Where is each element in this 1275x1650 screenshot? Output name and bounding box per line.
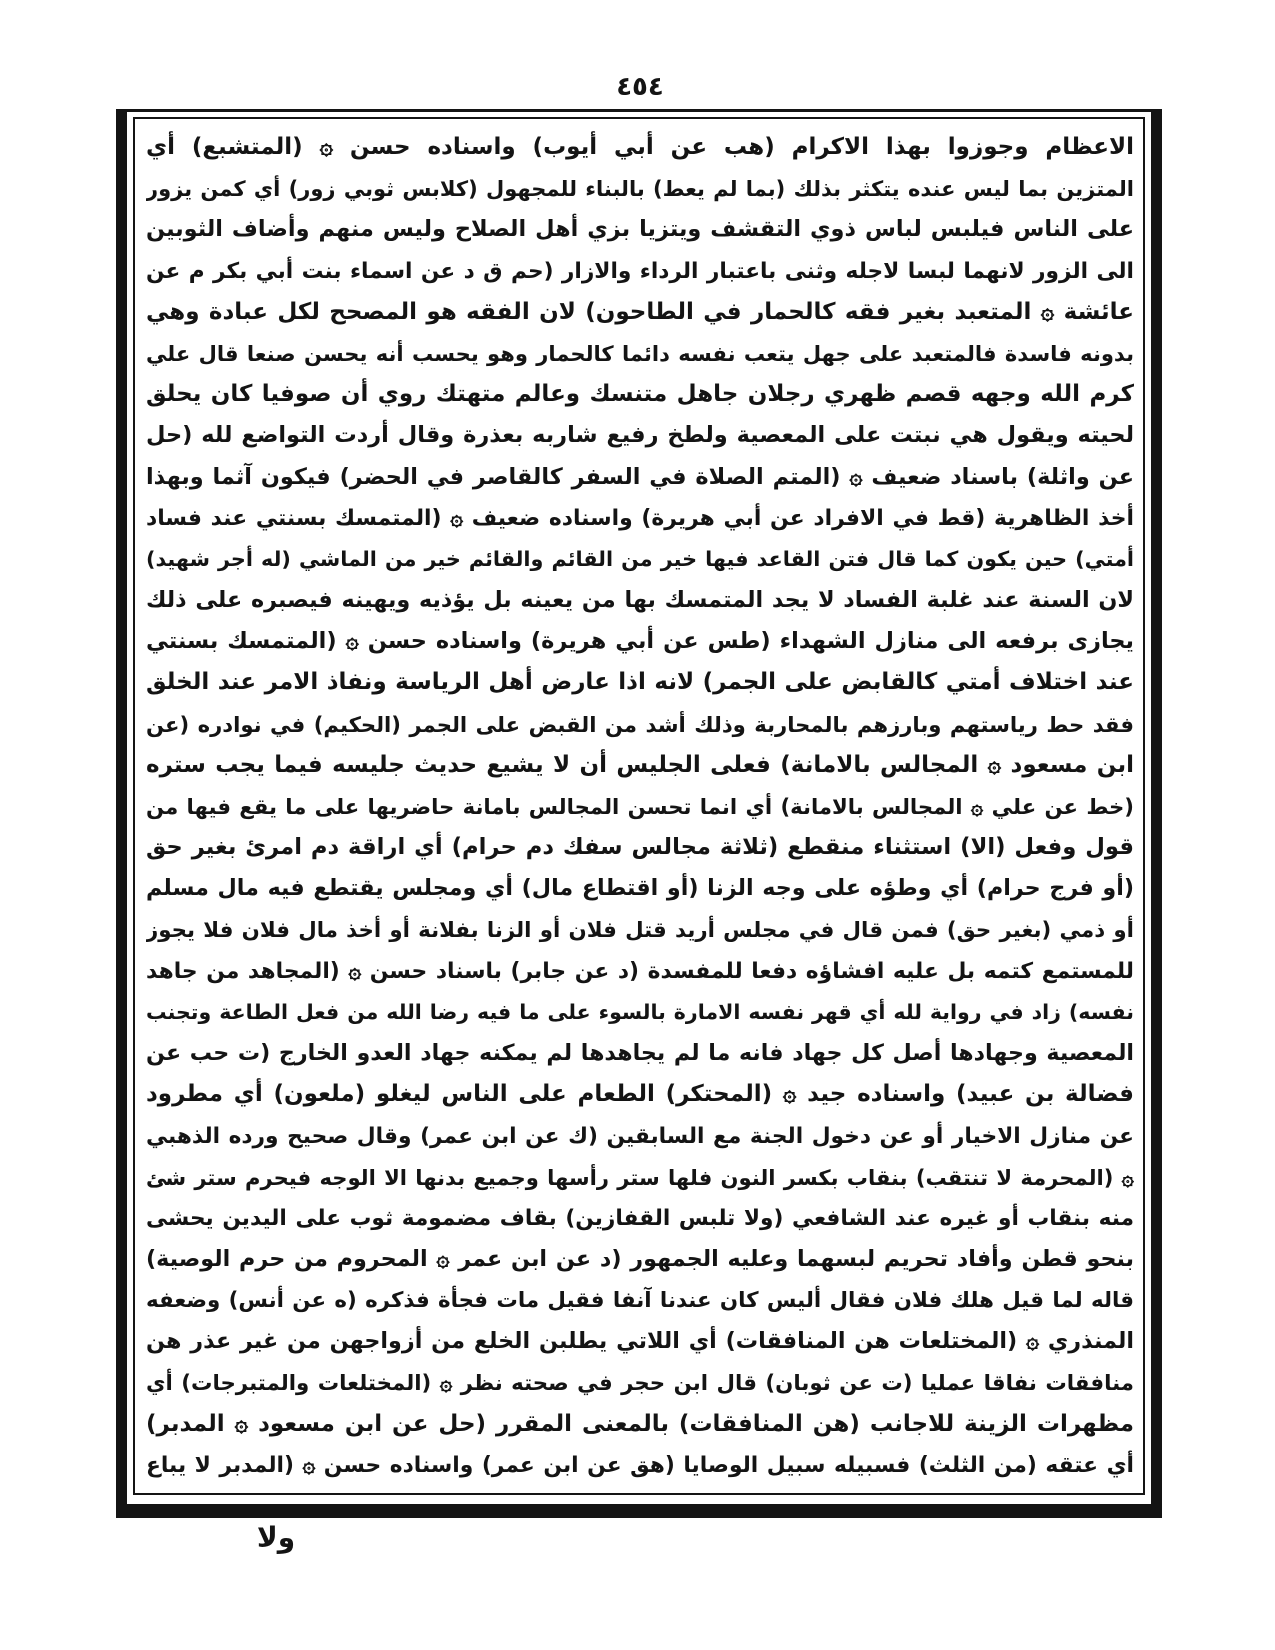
text-line: عند اختلاف أمتي كالقابض على الجمر) لانه اذا عارض أهل الرياسة ونفاذ الامر عند الخلق xyxy=(146,669,1134,696)
text-line: أو ذمي (بغير حق) فمن قال في مجلس أريد قتل فلان أو الزنا بفلانة أو أخذ مال فلان فلا يجوز xyxy=(146,917,1134,943)
page-number: ٤٥٤ xyxy=(616,72,664,102)
text-line: بنحو قطن وأفاد تحريم لبسهما وعليه الجمهور (د عن ابن عمر ۞ المحروم من حرم الوصية) xyxy=(146,1246,1134,1273)
text-line: المنذري ۞ (المختلعات هن المنافقات) أي اللاتي يطلبن الخلع من أزواجهن من غير عذر هن xyxy=(146,1328,1134,1355)
catchword: ولا xyxy=(256,1521,296,1554)
text-line: منه بنقاب أو غيره عند الشافعي (ولا تلبس القفازين) بقاف مضمومة ثوب على اليدين يحشى xyxy=(146,1205,1134,1231)
text-line: مظهرات الزينة للاجانب (هن المنافقات) بالمعنى المقرر (حل عن ابن مسعود ۞ المدبر) xyxy=(146,1410,1134,1437)
text-line: نفسه) زاد في رواية لله أي قهر نفسه الامارة بالسوء على ما فيه رضا الله من فعل الطاعة وتجنب xyxy=(146,999,1134,1024)
main-text xyxy=(146,127,1134,1487)
text-line: ابن مسعود ۞ المجالس بالامانة) فعلى الجليس أن لا يشيع حديث جليسه فيما يجب ستره xyxy=(146,751,1134,778)
text-line: منافقات نفاقا عمليا (ت عن ثوبان) قال ابن حجر في صحته نظر ۞ (المختلعات والمتبرجات) أي xyxy=(146,1370,1134,1396)
text-line: للمستمع كتمه بل عليه افشاؤه دفعا للمفسدة (د عن جابر) باسناد حسن ۞ (المجاهد من جاهد xyxy=(146,958,1134,984)
text-line: كرم الله وجهه قصم ظهري رجلان جاهل متنسك وعالم متهتك روي أن صوفيا كان يحلق xyxy=(146,381,1134,408)
text-line: المعصية وجهادها أصل كل جهاد فانه ما لم يجاهدها لم يمكنه جهاد العدو الخارج (ت حب عن xyxy=(146,1040,1134,1067)
text-line: ۞ (المحرمة لا تنتقب) بنقاب بكسر النون فلها ستر رأسها وجميع بدنها الا الوجه فيحرم ستر شئ xyxy=(146,1164,1134,1190)
text-line: على الناس فيلبس لباس ذوي التقشف ويتزيا بزي أهل الصلاح وليس منهم وأضاف الثوبين xyxy=(146,216,1134,243)
text-line: فضالة بن عبيد) واسناده جيد ۞ (المحتكر) الطعام على الناس ليغلو (ملعون) أي مطرود xyxy=(146,1081,1134,1108)
text-line: أمتي) حين يكون كما قال فتن القاعد فيها خير من القائم والقائم خير من الماشي (له أجر شهيد) xyxy=(146,546,1134,571)
text-line: عائشة ۞ المتعبد بغير فقه كالحمار في الطاحون) لان الفقه هو المصحح لكل عبادة وهي xyxy=(146,298,1134,325)
text-line: عن منازل الاخيار أو عن دخول الجنة مع السابقين (ك عن ابن عمر) وقال صحيح ورده الذهبي xyxy=(146,1123,1134,1149)
text-line: فقد حط رياستهم وبارزهم بالمحاربة وذلك أشد من القبض على الجمر (الحكيم) في نوادره (عن xyxy=(146,711,1134,737)
text-line: أخذ الظاهرية (قط في الافراد عن أبي هريرة) واسناده ضعيف ۞ (المتمسك بسنتي عند فساد xyxy=(146,505,1134,531)
text-line: الاعظام وجوزوا بهذا الاكرام (هب عن أبي أيوب) واسناده حسن ۞ (المتشبع) أي xyxy=(146,134,1134,160)
text-line: يجازى برفعه الى منازل الشهداء (طس عن أبي هريرة) واسناده حسن ۞ (المتمسك بسنتي xyxy=(146,628,1134,655)
text-line: الى الزور لانهما لبسا لاجله وثنى باعتبار الرداء والازار (حم ق د عن اسماء بنت أبي بكر م عن xyxy=(146,258,1134,284)
text-line: بدونه فاسدة فالمتعبد على جهل يتعب نفسه دائما كالحمار وهو يحسب أنه يحسن صنعا قال علي xyxy=(146,340,1134,366)
text-line: قول وفعل (الا) استثناء منقطع (ثلاثة مجالس سفك دم حرام) أي اراقة دم امرئ بغير حق xyxy=(146,834,1134,861)
text-line: لان السنة عند غلبة الفساد لا يجد المتمسك بها من يعينه بل يؤذيه ويهينه فيصبره على ذلك xyxy=(146,587,1134,614)
text-line: المتزين بما ليس عنده يتكثر بذلك (بما لم يعط) بالبناء للمجهول (كلابس ثوبي زور) أي كمن يزور xyxy=(146,176,1134,202)
text-line: عن واثلة) باسناد ضعيف ۞ (المتم الصلاة في السفر كالقاصر في الحضر) فيكون آثما وبهذا xyxy=(146,463,1134,490)
text-line: (خط عن علي ۞ المجالس بالامانة) أي انما تحسن المجالس بامانة حاضريها على ما يقع فيها من xyxy=(146,794,1134,819)
text-line: (أو فرج حرام) أي وطؤه على وجه الزنا (أو اقتطاع مال) أي ومجلس يقتطع فيه مال مسلم xyxy=(146,875,1134,902)
text-line: لحيته ويقول هي نبتت على المعصية ولطخ رفيع شاربه بعذرة وقال أردت التواضع لله (حل xyxy=(146,422,1134,449)
text-line: قاله لما قيل هلك فلان فقال أليس كان عندنا آنفا فقيل مات فجأة فذكره (ه عن أنس) وضعفه xyxy=(146,1288,1134,1314)
text-line: أي عتقه (من الثلث) فسبيله سبيل الوصايا (هق عن ابن عمر) واسناده حسن ۞ (المدبر لا يباع xyxy=(146,1453,1134,1478)
